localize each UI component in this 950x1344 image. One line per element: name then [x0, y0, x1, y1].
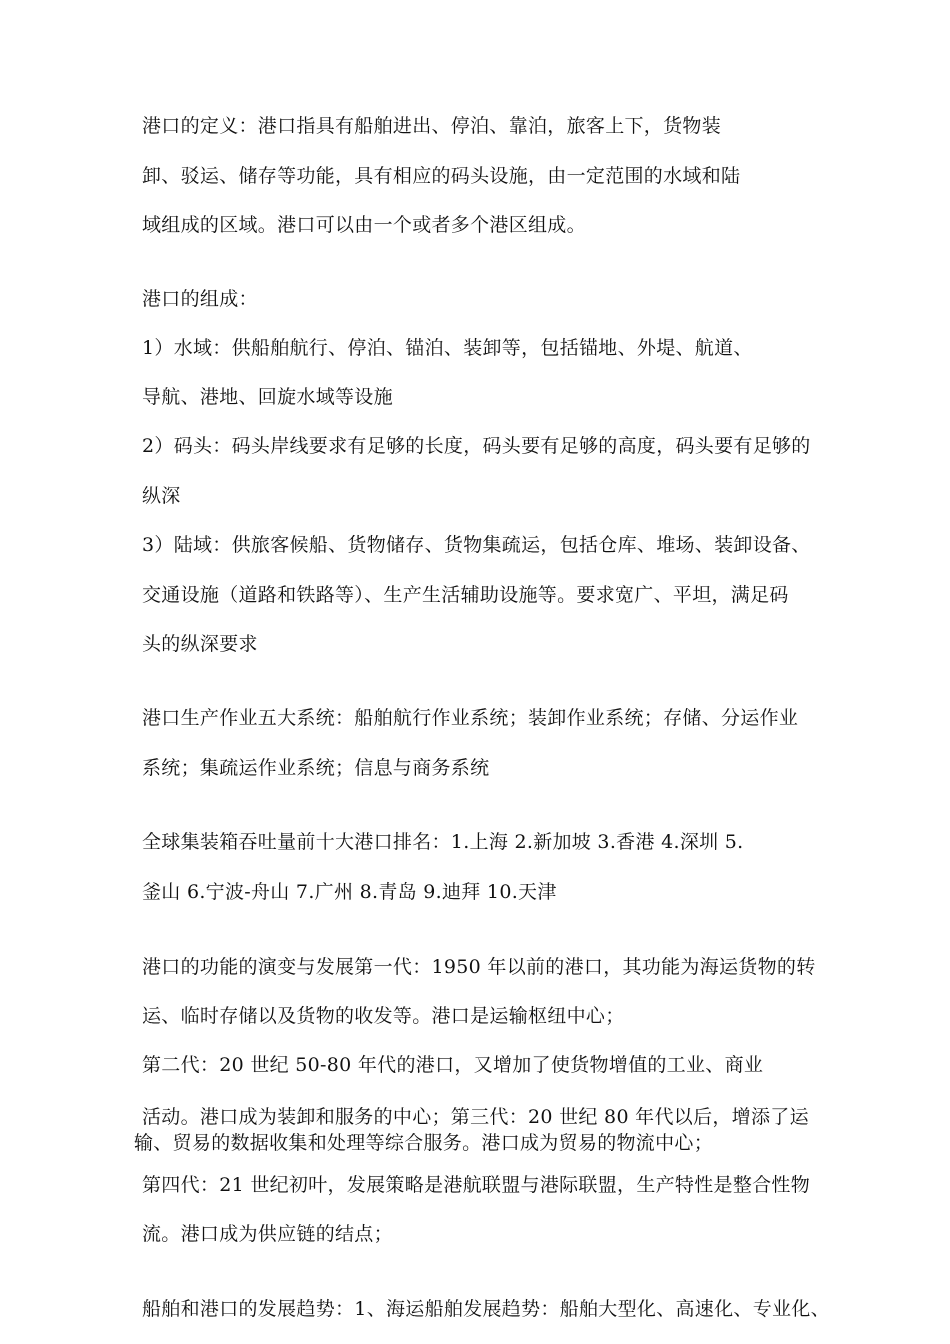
text-line: 釜山 6.宁波-舟山 7.广州 8.青岛 9.迪拜 10.天津 — [142, 881, 557, 903]
text-line: 头的纵深要求 — [142, 633, 258, 655]
text-line: 交通设施（道路和铁路等）、生产生活辅助设施等。要求宽广、平坦，满足码 — [142, 584, 789, 606]
text-line: 2）码头：码头岸线要求有足够的长度，码头要有足够的高度，码头要有足够的 — [142, 435, 811, 457]
text-line: 船舶和港口的发展趋势：1、海运船舶发展趋势：船舶大型化、高速化、专业化、 — [142, 1298, 830, 1320]
text-line: 3）陆域：供旅客候船、货物储存、货物集疏运，包括仓库、堆场、装卸设备、 — [142, 534, 811, 556]
text-line: 全球集装箱吞吐量前十大港口排名：1.上海 2.新加坡 3.香港 4.深圳 5. — [142, 831, 744, 853]
text-line: 输、贸易的数据收集和处理等综合服务。港口成为贸易的物流中心； — [134, 1132, 714, 1154]
text-line: 港口的定义：港口指具有船舶进出、停泊、靠泊，旅客上下，货物装 — [142, 115, 722, 137]
text-line: 港口生产作业五大系统：船舶航行作业系统；装卸作业系统；存储、分运作业 — [142, 707, 799, 729]
text-line: 系统；集疏运作业系统；信息与商务系统 — [142, 757, 490, 779]
text-line: 港口的组成： — [142, 288, 258, 310]
text-line: 域组成的区域。港口可以由一个或者多个港区组成。 — [142, 214, 586, 236]
text-line: 卸、驳运、储存等功能，具有相应的码头设施，由一定范围的水域和陆 — [142, 165, 741, 187]
text-line: 导航、港地、回旋水域等设施 — [142, 386, 393, 408]
text-line: 第四代：21 世纪初叶，发展策略是港航联盟与港际联盟，生产特性是整合性物 — [142, 1174, 811, 1196]
text-line: 活动。港口成为装卸和服务的中心；第三代：20 世纪 80 年代以后，增添了运 — [142, 1106, 809, 1128]
text-line: 纵深 — [142, 485, 181, 507]
text-line: 港口的功能的演变与发展第一代：1950 年以前的港口，其功能为海运货物的转 — [142, 956, 816, 978]
text-line: 1）水域：供船舶航行、停泊、锚泊、装卸等，包括锚地、外堤、航道、 — [142, 337, 753, 359]
text-line: 流。港口成为供应链的结点； — [142, 1223, 393, 1245]
text-line: 运、临时存储以及货物的收发等。港口是运输枢纽中心； — [142, 1005, 625, 1027]
text-line: 第二代：20 世纪 50-80 年代的港口，又增加了使货物增值的工业、商业 — [142, 1054, 764, 1076]
